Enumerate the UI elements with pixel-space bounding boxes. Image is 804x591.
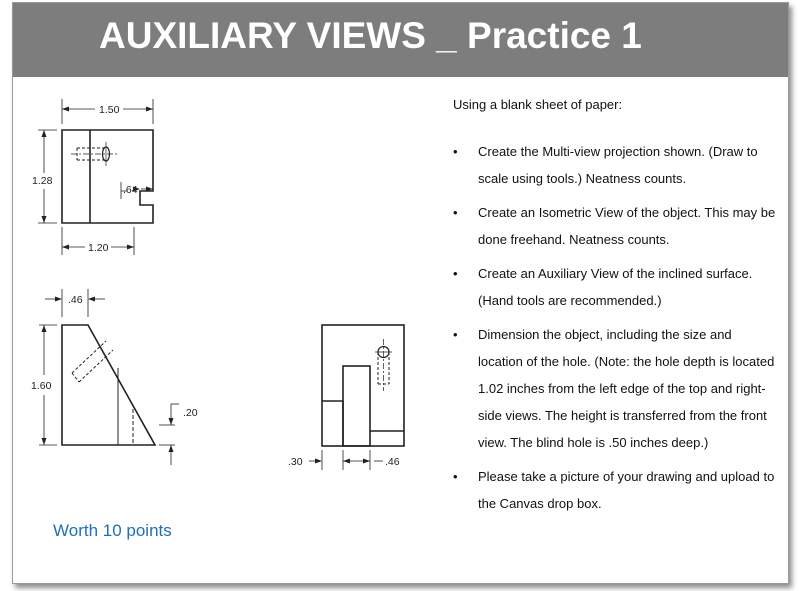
dim-top-height: 1.28	[32, 175, 53, 187]
multiview-drawing	[13, 77, 433, 497]
instruction-item	[453, 138, 778, 192]
bullet-icon: •	[453, 205, 458, 220]
top-view	[38, 99, 153, 255]
front-view-outline	[62, 325, 155, 445]
front-view-dimensions	[39, 289, 179, 465]
bullet-icon: •	[453, 144, 458, 159]
dim-front-height: 1.60	[31, 380, 52, 392]
instruction-item	[453, 463, 778, 517]
instruction-text: Create an Isometric View of the object. This may be done freehand. Neatness counts.	[478, 205, 776, 247]
dim-top-bottom: 1.20	[88, 242, 109, 254]
top-view-dimensions	[38, 99, 153, 255]
side-view-outline	[322, 325, 404, 446]
slide-title: AUXILIARY VIEWS _ Practice 1	[99, 15, 642, 56]
side-view-step	[343, 366, 370, 446]
bullet-icon: •	[453, 469, 458, 484]
instruction-text: Create an Auxiliary View of the inclined surface. (Hand tools are recommended.)	[478, 266, 753, 308]
instructions	[453, 91, 778, 524]
side-view	[309, 325, 404, 470]
instruction-item	[453, 321, 778, 456]
instructions-list	[453, 138, 778, 517]
title-bar	[13, 3, 788, 77]
top-view-centerline	[71, 142, 119, 166]
instruction-item	[453, 199, 778, 253]
instructions-intro: Using a blank sheet of paper:	[453, 97, 623, 112]
dim-front-step: .20	[183, 407, 198, 419]
top-view-outline	[62, 130, 153, 223]
instruction-text: Please take a picture of your drawing and upload to the Canvas drop box.	[478, 469, 775, 511]
instruction-text: Dimension the object, including the size and location of the hole. (Note: the hole depth is located 1.02 inches from the left edge of the top and right-side views. The height is transferred from the front view. The blind hole is .50 inches deep.)	[478, 327, 775, 450]
instruction-text: Create the Multi-view projection shown. (Draw to scale using tools.) Neatness counts.	[478, 144, 758, 186]
dim-side-left: .30	[288, 456, 303, 468]
bullet-icon: •	[453, 266, 458, 281]
dim-top-notch: .64	[123, 184, 138, 196]
dim-side-right: .46	[385, 456, 400, 468]
worth-points: Worth 10 points	[53, 521, 172, 540]
slide	[12, 2, 789, 584]
dim-front-top: .46	[68, 294, 83, 306]
front-view-hole	[72, 341, 113, 382]
front-view	[39, 289, 179, 465]
instruction-item	[453, 260, 778, 314]
bullet-icon: •	[453, 327, 458, 342]
dim-top-width: 1.50	[99, 104, 120, 116]
